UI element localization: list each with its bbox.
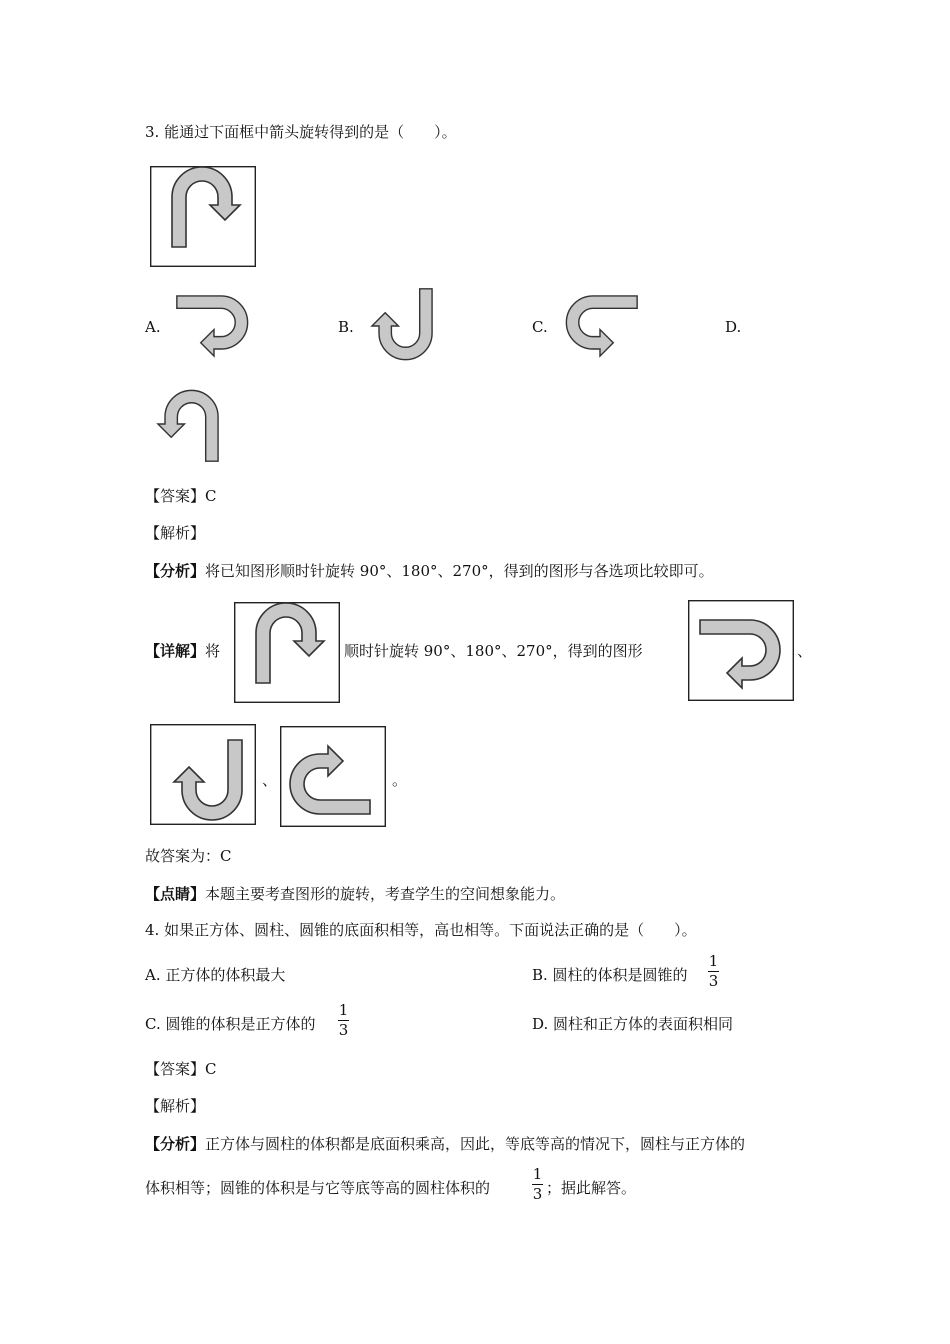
q3-rotated-270-figure [280, 726, 386, 827]
q4-option-c[interactable]: C. 圆锥的体积是正方体的 [145, 1015, 316, 1033]
q3-analysis-text: 将已知图形顺时针旋转 90°、180°、270°，得到的图形与各选项比较即可。 [205, 562, 714, 580]
q3-comment-text: 本题主要考查图形的旋转，考查学生的空间想象能力。 [205, 885, 566, 903]
fraction-denominator: 3 [708, 972, 719, 990]
q3-detail-original-figure [234, 602, 340, 703]
q3-detail-part1: 将 [205, 642, 221, 660]
q3-comment [145, 884, 565, 904]
q3-option-b-arrow[interactable] [350, 280, 454, 372]
fraction-denominator: 3 [338, 1021, 349, 1039]
q3-conclusion: 故答案为：C [145, 847, 232, 865]
q3-rotated-90-figure [688, 600, 794, 701]
q4-option-c-fraction [338, 1002, 349, 1039]
q4-option-a[interactable]: A. 正方体的体积最大 [145, 966, 286, 984]
q4-analysis-line2a: 体积相等；圆锥的体积是与它等底等高的圆柱体积的 [145, 1179, 491, 1197]
q4-analysis-fraction [532, 1166, 543, 1203]
q3-option-d-arrow[interactable] [136, 378, 240, 470]
q3-option-b-label[interactable]: B. [338, 318, 354, 336]
q4-option-b[interactable]: B. 圆柱的体积是圆锥的 [532, 966, 688, 984]
q4-answer: 【答案】C [145, 1060, 217, 1078]
q4-analysis-line2b: ；据此解答。 [546, 1179, 637, 1197]
q3-detail [145, 641, 220, 661]
fraction-numerator: 1 [338, 1001, 349, 1019]
q4-analysis-label: 【分析】 [145, 1135, 206, 1153]
q3-rotated-180-figure [150, 724, 256, 825]
q4-option-b-fraction [708, 953, 719, 990]
q3-option-c-label[interactable]: C. [532, 318, 548, 336]
q3-detail-label: 【详解】 [145, 642, 206, 660]
q3-detail-part2: 顺时针旋转 90°、180°、270°，得到的图形 [344, 642, 643, 660]
q3-option-c-arrow[interactable] [548, 280, 652, 372]
q3-option-a-label[interactable]: A. [145, 318, 161, 336]
q4-question: 4. 如果正方体、圆柱、圆锥的底面积相等，高也相等。下面说法正确的是（ ）。 [145, 921, 697, 939]
q3-option-d-label[interactable]: D. [725, 318, 742, 336]
q3-analysis-title: 【解析】 [145, 524, 206, 542]
fraction-numerator: 1 [532, 1165, 543, 1183]
q3-analysis [145, 561, 714, 581]
q3-end-mark: 。 [392, 771, 408, 789]
q3-answer: 【答案】C [145, 487, 217, 505]
q3-separator-1: 、 [797, 642, 813, 660]
q3-separator-2: 、 [262, 771, 278, 789]
q3-analysis-label: 【分析】 [145, 562, 206, 580]
q4-analysis-title: 【解析】 [145, 1097, 206, 1115]
fraction-denominator: 3 [532, 1185, 543, 1203]
q3-question: 3. 能通过下面框中箭头旋转得到的是（ ）。 [145, 123, 457, 141]
q3-original-arrow-figure [150, 166, 256, 267]
q3-option-a-arrow[interactable] [162, 280, 266, 372]
q4-analysis-text-1: 正方体与圆柱的体积都是底面积乘高，因此，等底等高的情况下，圆柱与正方体的 [205, 1135, 746, 1153]
q4-option-d[interactable]: D. 圆柱和正方体的表面积相同 [532, 1015, 734, 1033]
q3-comment-label: 【点睛】 [145, 885, 206, 903]
fraction-numerator: 1 [708, 952, 719, 970]
q4-analysis-line1 [145, 1134, 745, 1154]
